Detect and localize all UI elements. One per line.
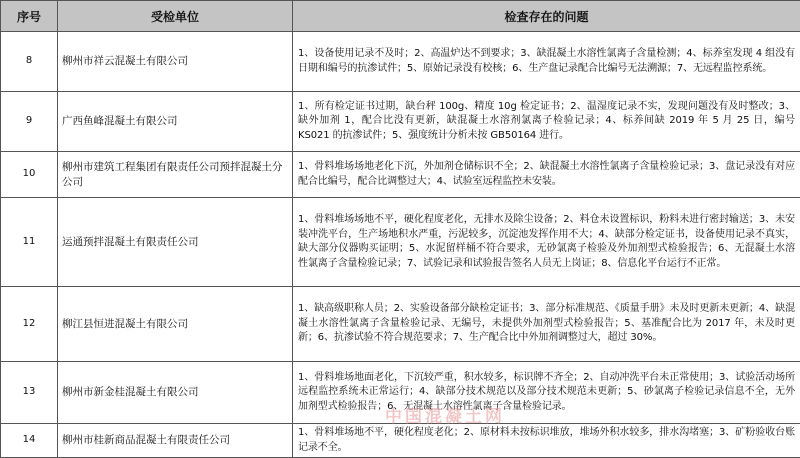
issue-text: 1、骨料堆场场地不平，硬化程度老化，无排水及除尘设备；2、料仓未设置标识，粉料未进行密封输送；3、未安装冲洗平台，生产场地积水严重，污泥较多，沉淀池发挥作用不大；4、缺部分检定证书，设备使用记录不真实，缺大部分仪器购买证明；5、水泥留样桶不符合要求，无砂氯离子检验及外加剂型式检验报告；6、无混凝土水溶性氯离子含量检验记录；7、试验记录和试验报告签名人员无上岗证；8、信息化平台运行不正常。	[293, 198, 800, 287]
row-number: 9	[1, 92, 58, 152]
table-row	[1, 198, 800, 287]
inspected-unit: 柳州市新金桂混凝土有限公司	[58, 362, 293, 424]
issue-text: 1、骨料堆场场地老化下沉，外加剂仓储标识不全；2、缺混凝土水溶性氯离子含量检验记录；3、盘记录没有对应配合比编号，配合比调整过大；4、试验室远程监控未安装。	[293, 152, 800, 198]
table-header-row	[1, 1, 800, 32]
table-row	[1, 152, 800, 198]
table-row	[1, 92, 800, 152]
table-row	[1, 424, 800, 458]
inspected-unit: 柳州市祥云混凝土有限公司	[58, 32, 293, 92]
issue-text: 1、所有检定证书过期，缺台秤 100g、精度 10g 检定证书；2、温湿度记录不实，发现问题没有及时整改；3、缺外加剂 1，配合比没有更新，缺混凝土水溶剂氯离子检验记录；4、标养间缺 2019 年 5 月 25 日，编号 KS021 的抗渗试件；5、强度统计分析未按 GB50164 进行。	[293, 92, 800, 152]
inspected-unit: 柳州市桂新商品混凝土有限责任公司	[58, 424, 293, 458]
row-number: 10	[1, 152, 58, 198]
inspected-unit: 柳江县恒进混凝土有限公司	[58, 287, 293, 362]
row-number: 13	[1, 362, 58, 424]
issue-text: 1、骨料堆场地面老化，下沉较严重，积水较多，标识牌不齐全；2、自动冲洗平台未正常使用；3、试验活动场所远程监控系统未正常运行；4、缺部分技术规范以及部分技术规范未更新；5、砂氯离子检验记录信息不全，无外加剂型式检验报告；6、无混凝土水溶性氯离子含量检验记录。	[293, 362, 800, 424]
table-row	[1, 32, 800, 92]
inspected-unit: 柳州市建筑工程集团有限责任公司预拌混凝土分公司	[58, 152, 293, 198]
row-number: 11	[1, 198, 58, 287]
issue-text: 1、缺高级职称人员；2、实验设备部分缺检定证书；3、部分标准规范、《质量手册》未及时更新未更新；4、缺混凝土水溶性氯离子含量检验记录、无编号，未提供外加剂型式检验报告；5、基准配合比为 2017 年，未及时更新；6、抗渗试验不符合规范要求；7、生产配合比中外加剂调整过大，超过 30%。	[293, 287, 800, 362]
issue-text: 1、设备使用记录不及时；2、高温炉达不到要求；3、缺混凝土水溶性氯离子含量检测；4、标养室发现 4 组没有日期和编号的抗渗试件；5、原始记录没有校核；6、生产盘记录配合比编号无法溯源；7、无远程监控系统。	[293, 32, 800, 92]
table-row	[1, 362, 800, 424]
row-number: 8	[1, 32, 58, 92]
row-number: 12	[1, 287, 58, 362]
inspected-unit: 运通预拌混凝土有限责任公司	[58, 198, 293, 287]
table-row	[1, 287, 800, 362]
row-number: 14	[1, 424, 58, 458]
issue-text: 1、骨料堆场地不平，硬化程度老化；2、原材料未按标识堆放，堆场外积水较多，排水沟堵塞；3、矿粉验收台账记录不全。	[293, 424, 800, 458]
inspected-unit: 广西鱼峰混凝土有限公司	[58, 92, 293, 152]
site-watermark: 中国混凝土网	[385, 407, 505, 427]
header-unit: 受检单位	[58, 1, 293, 32]
header-issues: 检查存在的问题	[293, 1, 800, 32]
header-no: 序号	[1, 1, 58, 32]
